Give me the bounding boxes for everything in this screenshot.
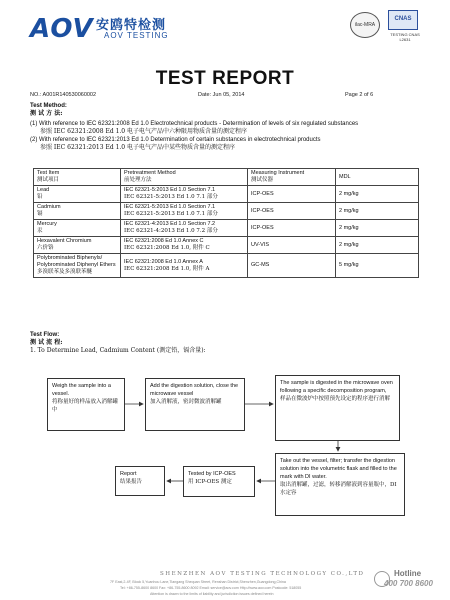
table-header-cell: MDL — [336, 169, 419, 186]
table-header-cell: Test Item 测试项目 — [34, 169, 121, 186]
table-cell: Polybrominated Biphenyls/ Polybrominated Diphenyl Ethers 多溴联苯及多溴联苯醚 — [34, 254, 121, 278]
footer-contact: Tel: +86-755-8600 8600 Fax: +86-755-8600 8092 Email: service@aov.com Http://www.aov.com Postcode: 518055 — [120, 586, 302, 590]
table-cell: Hexavalent Chromium 六价铬 — [34, 237, 121, 254]
footer-note: Attention is drawn to the limits of liability and jurisdiction issues defined herein — [150, 592, 274, 596]
ilac-mra-seal: ilac-MRA — [350, 12, 380, 38]
flow-box-transfer: Take out the vessel, filter; transfer the digestion solution into the volumetric flask and filled to the mark with DI water. 取出消解罐，过滤，转移消解液到容量瓶中，DI水定容 — [275, 453, 405, 516]
table-cell: IEC 62321-5:2013 Ed 1.0 Section 7.1 IEC 62321-5:2013 Ed 1.0 7.1 部分 — [121, 203, 248, 220]
page-title: TEST REPORT — [155, 68, 295, 89]
table-cell: 2 mg/kg — [336, 220, 419, 237]
table-cell: ICP-OES — [248, 203, 336, 220]
method-item-2-cn: 参照 IEC 62321:2013 Ed 1.0 电子电气产品中某些物质含量的测定程序 — [40, 144, 236, 151]
test-method-heading: Test Method: — [30, 103, 67, 109]
footer-address: 7F East,2-4F, Block 5,Yuanhou Lane,Tiangang Shequan Street, Renshan District,Shenzhen,Guangdong,China — [110, 580, 286, 584]
flow-box-icp-test: Tested by ICP-OES 用 ICP-OES 测定 — [183, 466, 255, 497]
hotline-number: 400 700 8600 — [384, 579, 433, 588]
table-cell: GC-MS — [248, 254, 336, 278]
table-cell: ICP-OES — [248, 220, 336, 237]
table-cell: IEC 62321:2008 Ed 1.0 Annex C IEC 62321:2008 Ed 1.0, 附件 C — [121, 237, 248, 254]
test-flow-heading: Test Flow: — [30, 332, 60, 338]
method-item-2: (2) With reference to IEC 62321:2013 Ed 1.0 Determination of certain substances in electrotechnical products — [30, 137, 321, 143]
flow-box-weigh: Weigh the sample into a vessel. 将称量好的样品放入消解罐中 — [47, 378, 125, 431]
table-cell: 2 mg/kg — [336, 186, 419, 203]
flow-box-digest: The sample is digested in the microwave oven following a specific decomposition program, 样品在微波炉中按照预先设定的程序进行消解 — [275, 375, 400, 441]
table-cell: 5 mg/kg — [336, 254, 419, 278]
table-cell: Mercury 汞 — [34, 220, 121, 237]
table-cell: IEC 62321:2008 Ed 1.0 Annex A IEC 62321:2008 Ed 1.0, 附件 A — [121, 254, 248, 278]
report-number: NO.: A001R140530060002 — [30, 92, 97, 98]
company-name-en: AOV TESTING — [104, 31, 169, 40]
report-date: Date: Jun 05, 2014 — [198, 92, 245, 98]
table-cell: 2 mg/kg — [336, 237, 419, 254]
cnas-label: TESTING CNAS L2631 — [390, 32, 420, 42]
table-cell: IEC 62321-4:2013 Ed 1.0 Section 7.2 IEC 62321-4:2013 Ed 1.0 7.2 部分 — [121, 220, 248, 237]
page-number: Page 2 of 6 — [345, 92, 374, 98]
table-cell: 2 mg/kg — [336, 203, 419, 220]
table-header-cell: Measuring Instrument 测试仪器 — [248, 169, 336, 186]
table-header-cell: Pretreatment Method 前处理方法 — [121, 169, 248, 186]
table-cell: IEC 62321-5:2013 Ed 1.0 Section 7.1 IEC 62321-5:2013 Ed 1.0 7.1 部分 — [121, 186, 248, 203]
method-item-1-cn: 参照 IEC 62321:2008 Ed 1.0 电子电气产品中六种限用物质含量的测定程序 — [40, 128, 248, 135]
test-method-heading-cn: 测 试 方 法: — [30, 110, 63, 117]
aov-logo: AOV — [30, 14, 94, 44]
report-footer — [0, 565, 450, 600]
flow-box-report: Report 结果报告 — [115, 466, 165, 496]
footer-company: SHENZHEN AOV TESTING TECHNOLOGY CO.,LTD — [160, 571, 365, 577]
test-flow-subtitle: 1. To Determine Lead, Cadmium Content (测定铅，镉含量): — [30, 347, 206, 354]
hotline-label: Hotline — [394, 569, 422, 578]
table-cell: Lead 铅 — [34, 186, 121, 203]
method-item-1: (1) With reference to IEC 62321:2008 Ed 1.0 Electrotechnical products - Determination of levels of six regulated substances — [30, 121, 359, 127]
table-cell: Cadmium 镉 — [34, 203, 121, 220]
test-flow-heading-cn: 测 试 流 程: — [30, 339, 63, 346]
company-name-cn: 安鸥特检测 — [96, 18, 167, 33]
cnas-seal: CNAS — [388, 10, 418, 30]
flow-box-add-solution: Add the digestion solution, close the microwave vessel 加入消解液，密封微波消解罐 — [145, 378, 245, 431]
table-cell: ICP-OES — [248, 186, 336, 203]
table-cell: UV-VIS — [248, 237, 336, 254]
